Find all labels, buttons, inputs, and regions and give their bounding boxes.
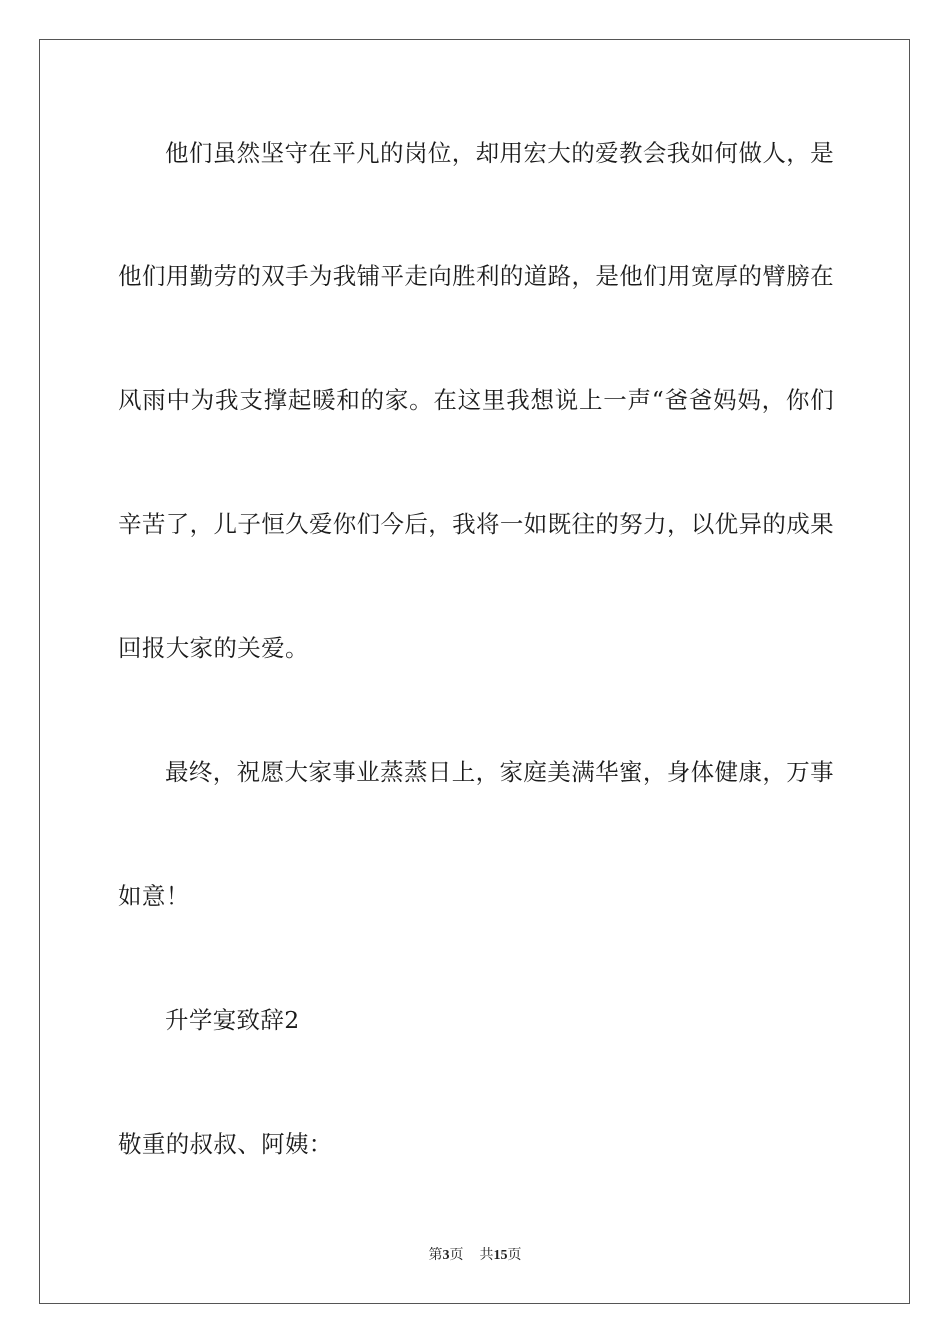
page-frame <box>39 39 910 1304</box>
paragraph-line-6: 最终，祝愿大家事业蒸蒸日上，家庭美满华蜜，身体健康，万事 <box>165 758 834 786</box>
page-unit: 页 <box>449 1248 464 1263</box>
paragraph-line-2: 他们用勤劳的双手为我铺平走向胜利的道路，是他们用宽厚的臂膀在 <box>118 262 834 290</box>
paragraph-line-4: 辛苦了，儿子恒久爱你们今后，我将一如既往的努力，以优异的成果 <box>118 510 834 538</box>
paragraph-line-7: 如意！ <box>118 882 190 910</box>
section-heading: 升学宴致辞2 <box>165 1006 300 1034</box>
paragraph-line-3: 风雨中为我支撑起暖和的家。在这里我想说上一声“爸爸妈妈，你们 <box>118 386 834 414</box>
salutation: 敬重的叔叔、阿姨： <box>118 1130 333 1158</box>
page-footer <box>0 1246 950 1266</box>
paragraph-line-1: 他们虽然坚守在平凡的岗位，却用宏大的爱教会我如何做人，是 <box>165 139 834 167</box>
page-number: 3 <box>442 1248 450 1263</box>
total-pages: 15 <box>493 1248 508 1263</box>
total-unit: 页 <box>507 1248 522 1263</box>
paragraph-line-5: 回报大家的关爱。 <box>118 634 309 662</box>
page-prefix: 第 <box>428 1248 443 1263</box>
total-prefix: 共 <box>479 1248 494 1263</box>
